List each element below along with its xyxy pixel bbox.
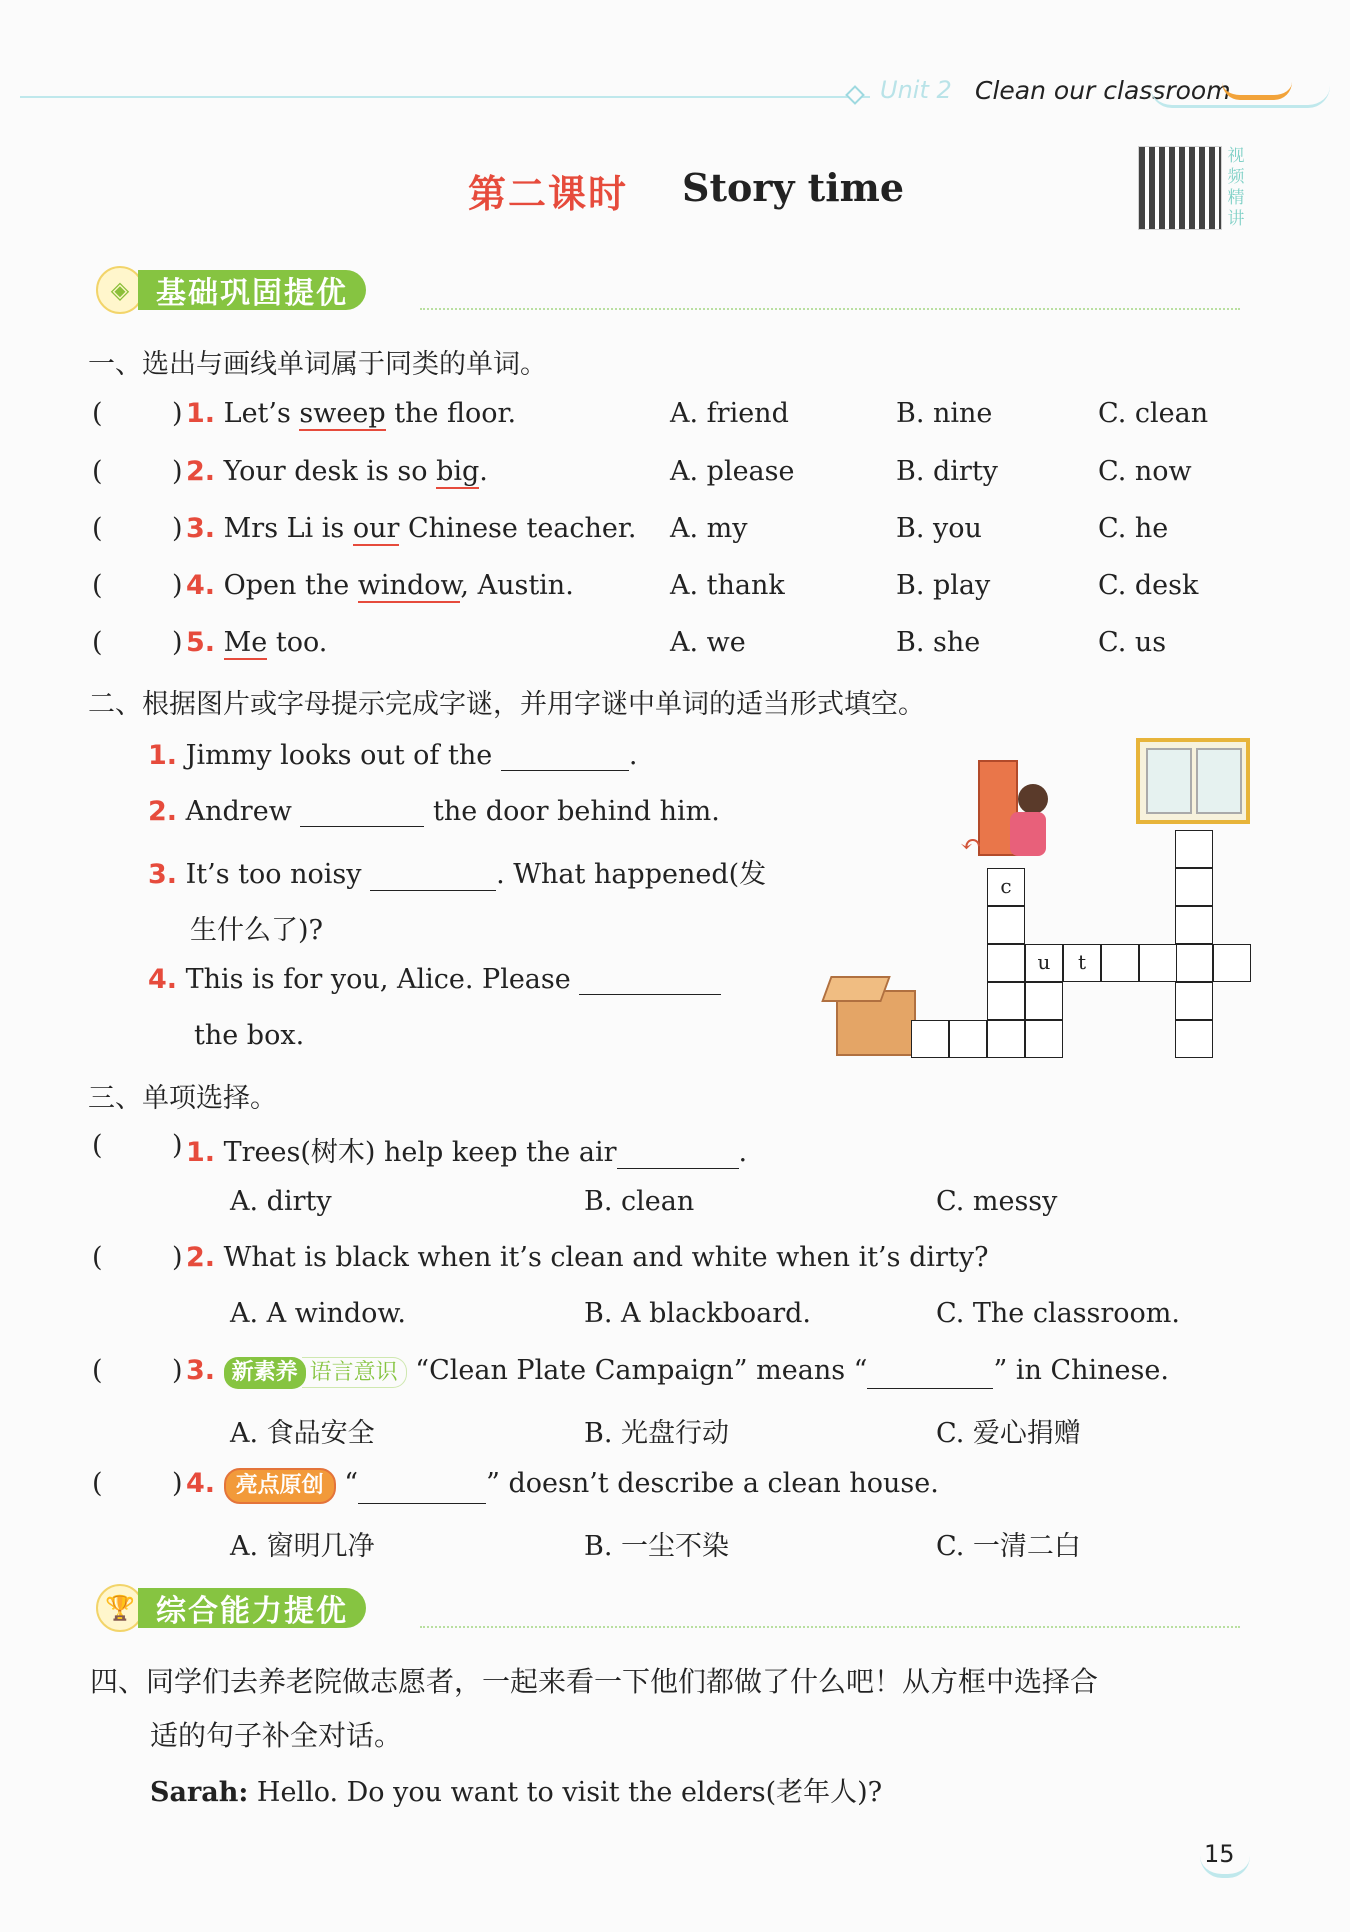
answer-paren-open: ( (92, 1242, 103, 1273)
question-row (186, 513, 636, 544)
item-number: 4. (148, 964, 178, 995)
answer-paren-close: ) (172, 570, 183, 601)
option-a[interactable]: A. my (670, 513, 748, 544)
answer-paren-close: ) (172, 1242, 183, 1273)
page-number: 15 (1204, 1840, 1235, 1868)
question-text: the floor. (385, 398, 517, 429)
item-text: This is for you, Alice. Please (185, 964, 571, 995)
option-b[interactable]: B. 光盘行动 (584, 1418, 730, 1449)
trophy-icon: 🏆 (96, 1584, 144, 1632)
item-text: the door behind him. (433, 796, 720, 827)
underlined-word: sweep (299, 398, 386, 429)
crossword-cell[interactable] (911, 1020, 949, 1058)
question-row (186, 1130, 747, 1169)
dotted-divider (420, 308, 1240, 310)
answer-paren-close: ) (172, 1355, 183, 1386)
option-b[interactable]: B. play (896, 570, 991, 601)
answer-paren-close: ) (172, 398, 183, 429)
item-text: the box. (194, 1020, 305, 1051)
item-text: . (628, 740, 638, 771)
answer-paren-close: ) (172, 627, 183, 658)
answer-paren-open: ( (92, 1130, 103, 1161)
question-text: ” in Chinese. (993, 1355, 1169, 1386)
question-text: ” doesn’t describe a clean house. (486, 1468, 939, 1499)
answer-paren-close: ) (172, 1130, 183, 1161)
crossword-cell[interactable]: u (1025, 944, 1063, 982)
option-c[interactable]: C. desk (1098, 570, 1199, 601)
crossword-cell[interactable] (987, 982, 1025, 1020)
swoosh-icon (1222, 82, 1292, 100)
crossword-cell[interactable] (987, 906, 1025, 944)
question-row (186, 570, 574, 601)
option-b[interactable]: B. clean (584, 1186, 695, 1217)
option-c[interactable]: C. messy (936, 1186, 1058, 1217)
tag-language-awareness: 语言意识 (302, 1357, 407, 1388)
window-illustration (1136, 738, 1250, 824)
option-a[interactable]: A. thank (670, 570, 785, 601)
item-number: 1. (186, 1137, 216, 1168)
box-flap (821, 976, 890, 1002)
underlined-word: Me (223, 627, 268, 658)
arrow-icon: ↶ (960, 830, 982, 860)
part3-heading: 三、单项选择。 (88, 1083, 277, 1114)
question-text: Your desk is so (223, 456, 437, 487)
answer-blank[interactable] (300, 826, 424, 827)
tag-new-literacy: 新素养 (224, 1357, 306, 1389)
crossword-cell[interactable] (1175, 868, 1213, 906)
section-banner-basic (96, 268, 366, 312)
option-b[interactable]: B. nine (896, 398, 993, 429)
answer-paren-open: ( (92, 456, 103, 487)
section-banner-label: 综合能力提优 (138, 1588, 366, 1628)
answer-paren-close: ) (172, 456, 183, 487)
underlined-word: our (352, 513, 400, 544)
header-rule (20, 96, 870, 98)
cube-icon: ◈ (96, 266, 144, 314)
unit-title: Clean our classroom (975, 76, 1231, 105)
item-number: 3. (148, 859, 178, 890)
option-a[interactable]: A. we (670, 627, 746, 658)
option-c[interactable]: C. now (1098, 456, 1192, 487)
underlined-word: big (436, 456, 480, 487)
unit-label: Unit 2 (880, 76, 952, 104)
question-text: Trees(树木) help keep the air (223, 1137, 617, 1168)
option-c[interactable]: C. 一清二白 (936, 1531, 1081, 1562)
answer-blank[interactable] (867, 1388, 993, 1389)
option-b[interactable]: B. A blackboard. (584, 1298, 811, 1329)
answer-blank[interactable] (501, 770, 629, 771)
answer-blank[interactable] (370, 890, 496, 891)
option-c[interactable]: C. clean (1098, 398, 1209, 429)
option-a[interactable]: A. 窗明几净 (230, 1531, 375, 1562)
item-number: 4. (186, 1468, 216, 1499)
item-number: 1. (148, 740, 178, 771)
answer-paren-open: ( (92, 627, 103, 658)
question-text: “ (344, 1468, 359, 1499)
answer-paren-close: ) (172, 513, 183, 544)
item-text: 生什么了)? (190, 915, 324, 946)
section-banner-label: 基础巩固提优 (138, 270, 366, 310)
lesson-number: 第二课时 (468, 171, 629, 216)
item-text: Andrew (185, 796, 292, 827)
question-row (186, 456, 488, 487)
option-b[interactable]: B. you (896, 513, 982, 544)
question-text: Let’s (223, 398, 300, 429)
list-item (148, 964, 721, 995)
crossword-cell[interactable] (987, 1020, 1025, 1058)
answer-paren-open: ( (92, 1355, 103, 1386)
part4-heading-cont: 适的句子补全对话。 (150, 1719, 403, 1752)
option-b[interactable]: B. she (896, 627, 981, 658)
tag-original: 亮点原创 (224, 1468, 336, 1504)
question-text: What is black when it’s clean and white when it’s dirty? (223, 1242, 989, 1273)
crossword-cell[interactable] (1139, 944, 1177, 982)
part1-heading: 一、选出与画线单词属于同类的单词。 (88, 349, 547, 380)
option-a[interactable]: A. friend (670, 398, 789, 429)
item-number: 3. (186, 513, 216, 544)
item-number: 2. (186, 456, 216, 487)
child-illustration (1018, 784, 1048, 814)
item-number: 2. (148, 796, 178, 827)
question-text: , Austin. (460, 570, 574, 601)
answer-blank[interactable] (617, 1168, 739, 1169)
option-a[interactable]: A. dirty (230, 1186, 332, 1217)
question-text: . (738, 1137, 748, 1168)
answer-paren-open: ( (92, 1468, 103, 1499)
answer-paren-open: ( (92, 513, 103, 544)
question-row (186, 1468, 939, 1504)
crossword-cell[interactable] (1175, 906, 1213, 944)
item-number: 1. (186, 398, 216, 429)
lesson-title: Story time (682, 165, 905, 210)
part2-heading: 二、根据图片或字母提示完成字谜，并用字谜中单词的适当形式填空。 (88, 689, 925, 720)
qr-label: 视频精讲 (1227, 146, 1245, 229)
crossword-cell[interactable] (1175, 830, 1213, 868)
crossword-cell[interactable] (1175, 982, 1213, 1020)
question-text: Chinese teacher. (399, 513, 637, 544)
option-a[interactable]: A. 食品安全 (230, 1418, 375, 1449)
question-text: Open the (223, 570, 358, 601)
question-row (186, 1242, 989, 1273)
list-item (148, 740, 637, 771)
crossword-cell[interactable] (1175, 1020, 1213, 1058)
dotted-divider (420, 1626, 1240, 1628)
crossword-cell[interactable] (1025, 1020, 1063, 1058)
item-number: 2. (186, 1242, 216, 1273)
question-row (186, 1355, 1169, 1389)
crossword-cell[interactable] (1175, 944, 1213, 982)
question-text: too. (267, 627, 328, 658)
option-c[interactable]: C. 爱心捐赠 (936, 1418, 1081, 1449)
item-text: Jimmy looks out of the (185, 740, 493, 771)
answer-paren-open: ( (92, 398, 103, 429)
underlined-word: window (357, 570, 461, 601)
question-row (186, 627, 327, 658)
dialogue-line (150, 1770, 882, 1809)
qr-code-icon[interactable] (1138, 146, 1222, 230)
option-b[interactable]: B. 一尘不染 (584, 1531, 730, 1562)
answer-blank[interactable] (579, 994, 721, 995)
item-number: 5. (186, 627, 216, 658)
item-number: 3. (186, 1355, 216, 1386)
item-number: 4. (186, 570, 216, 601)
crossword-cell[interactable]: c (987, 868, 1025, 906)
option-a[interactable]: A. A window. (230, 1298, 406, 1329)
diamond-icon (845, 85, 865, 105)
crossword-cell[interactable]: t (1063, 944, 1101, 982)
list-item (148, 796, 720, 827)
question-row (186, 398, 516, 429)
child-body (1010, 812, 1046, 856)
page-number-arc (1200, 1856, 1250, 1878)
answer-blank[interactable] (358, 1503, 486, 1504)
section-banner-advanced (96, 1586, 366, 1630)
crossword-cell[interactable] (949, 1020, 987, 1058)
list-item (148, 852, 766, 891)
crossword-cell[interactable] (987, 944, 1025, 982)
item-text: It’s too noisy (185, 859, 362, 890)
question-text: “Clean Plate Campaign” means “ (415, 1355, 868, 1386)
crossword-cell[interactable] (1025, 982, 1063, 1020)
option-b[interactable]: B. dirty (896, 456, 998, 487)
item-text: . What happened(发 (496, 859, 767, 890)
question-text: . (479, 456, 488, 487)
crossword-cell[interactable] (1101, 944, 1139, 982)
option-a[interactable]: A. please (670, 456, 795, 487)
option-c[interactable]: C. The classroom. (936, 1298, 1180, 1329)
speaker-name: Sarah: (150, 1777, 249, 1808)
crossword-cell[interactable] (1213, 944, 1251, 982)
answer-paren-open: ( (92, 570, 103, 601)
answer-paren-close: ) (172, 1468, 183, 1499)
option-c[interactable]: C. he (1098, 513, 1169, 544)
question-text: Mrs Li is (223, 513, 353, 544)
part4-heading: 四、同学们去养老院做志愿者，一起来看一下他们都做了什么吧！从方框中选择合 (90, 1665, 1099, 1698)
option-c[interactable]: C. us (1098, 627, 1167, 658)
dialogue-text: Hello. Do you want to visit the elders(老年人)? (256, 1777, 883, 1808)
